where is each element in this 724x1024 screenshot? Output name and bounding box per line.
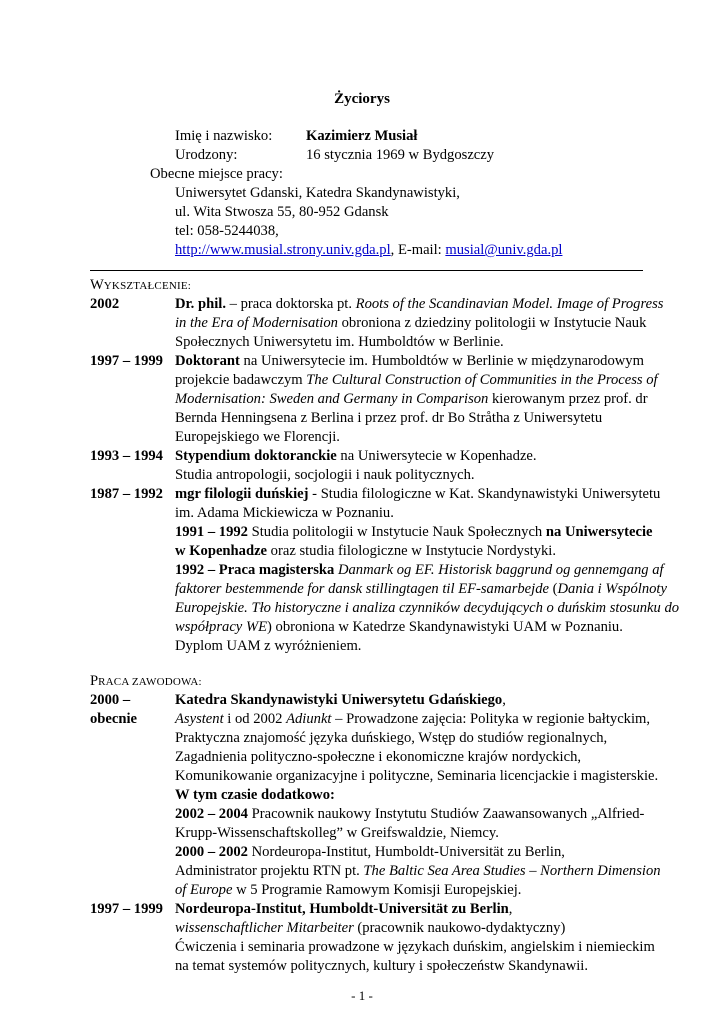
education-entry-line: mgr filologii duńskiej - Studia filologiczne w Kat. Skandynawistyki Uniwersytetu: [175, 486, 661, 502]
born-label: Urodzony:: [175, 147, 238, 163]
education-entry-line: Modernisation: Sweden and Germany in Comparison kierowanym przez prof. dr: [175, 391, 648, 407]
work-heading: PRACA ZAWODOWA:: [90, 673, 202, 689]
work-entry-line: Ćwiczenia i seminaria prowadzone w językach duńskim, angielskim i niemieckim: [175, 939, 655, 955]
work-entry-line: Katedra Skandynawistyki Uniwersytetu Gdańskiego,: [175, 692, 506, 708]
email-link[interactable]: musial@univ.gda.pl: [445, 242, 563, 258]
work-entry-line: wissenschaftlicher Mitarbeiter (pracownik naukowo-dydaktyczny): [175, 920, 566, 936]
education-date: 1993 – 1994: [90, 448, 163, 464]
name-label: Imię i nazwisko:: [175, 128, 273, 144]
education-entry-line: 1991 – 1992 Studia politologii w Instytucie Nauk Społecznych na Uniwersytecie: [175, 524, 653, 540]
workplace-address: ul. Wita Stwosza 55, 80-952 Gdansk: [175, 204, 389, 220]
contact-line: [175, 241, 562, 260]
education-entry-line: Europejskiego we Florencji.: [175, 429, 340, 445]
page-title: Życiorys: [334, 91, 390, 107]
work-entry-line: Praktyczna znajomość języka duńskiego, Wstęp do studiów regionalnych,: [175, 730, 608, 746]
education-entry-line: Studia antropologii, socjologii i nauk politycznych.: [175, 467, 475, 483]
education-entry-line: Dyplom UAM z wyróżnieniem.: [175, 638, 362, 654]
education-entry-line: Doktorant na Uniwersytecie im. Humboldtów w Berlinie w międzynarodowym: [175, 353, 644, 369]
education-entry-line: faktorer bestemmende for dansk stillingtagen til EF-samarbejde (Dania i Wspólnoty: [175, 581, 667, 597]
work-entry-line: Nordeuropa-Institut, Humboldt-Universität zu Berlin,: [175, 901, 513, 917]
education-entry-line: Bernda Henningsena z Berlina i przez prof. dr Bo Stråtha z Uniwersytetu: [175, 410, 603, 426]
work-entry-line: na temat systemów politycznych, kultury i społeczeństw Skandynawii.: [175, 958, 589, 974]
education-date: 1997 – 1999: [90, 353, 163, 369]
work-entry-line: Komunikowanie organizacyjne i polityczne, Seminaria licencjackie i magisterskie.: [175, 768, 659, 784]
work-date: obecnie: [90, 711, 138, 727]
work-date: 1997 – 1999: [90, 901, 163, 917]
education-entry-line: Stypendium doktoranckie na Uniwersytecie w Kopenhadze.: [175, 448, 537, 464]
work-entry-line: Zagadnienia polityczno-społeczne i ekonomiczne krajów nordyckich,: [175, 749, 582, 765]
workplace-label: Obecne miejsce pracy:: [150, 166, 283, 182]
education-entry-line: w Kopenhadze oraz studia filologiczne w Instytucie Nordystyki.: [175, 543, 556, 559]
work-date: 2000 –: [90, 692, 131, 708]
email-label: , E-mail:: [390, 242, 446, 258]
work-entry-line: Administrator projektu RTN pt. The Baltic Sea Area Studies – Northern Dimension: [175, 863, 661, 879]
name-value: Kazimierz Musiał: [306, 128, 418, 144]
work-entry-line: of Europe w 5 Programie Ramowym Komisji Europejskiej.: [175, 882, 522, 898]
divider: [90, 270, 643, 271]
work-entry-line: 2002 – 2004 Pracownik naukowy Instytutu Studiów Zaawansowanych „Alfried-: [175, 806, 645, 822]
work-entry-line: Krupp-Wissenschaftskolleg” w Greifswaldzie, Niemcy.: [175, 825, 499, 841]
page-number: - 1 -: [351, 988, 373, 1003]
education-entry-line: in the Era of Modernisation obroniona z dziedziny politologii w Instytucie Nauk: [175, 315, 647, 331]
education-entry-line: im. Adama Mickiewicza w Poznaniu.: [175, 505, 394, 521]
work-entry-line: W tym czasie dodatkowo:: [175, 787, 335, 803]
homepage-link[interactable]: http://www.musial.strony.univ.gda.pl: [175, 242, 391, 258]
workplace-line: Uniwersytet Gdanski, Katedra Skandynawistyki,: [175, 185, 460, 201]
education-entry-line: Dr. phil. – praca doktorska pt. Roots of the Scandinavian Model. Image of Progress: [175, 296, 664, 312]
education-entry-line: współpracy WE) obroniona w Katedrze Skandynawistyki UAM w Poznaniu.: [175, 619, 623, 635]
education-heading: WYKSZTAŁCENIE:: [90, 277, 192, 293]
work-entry-line: Asystent i od 2002 Adiunkt – Prowadzone zajęcia: Polityka w regionie bałtyckim,: [175, 711, 651, 727]
born-value: 16 stycznia 1969 w Bydgoszczy: [306, 147, 495, 163]
education-date: 2002: [90, 296, 120, 312]
phone-number: tel: 058-5244038,: [175, 223, 279, 239]
education-entry-line: 1992 – Praca magisterska Danmark og EF. Historisk baggrund og gennemgang af: [175, 562, 664, 578]
work-entry-line: 2000 – 2002 Nordeuropa-Institut, Humboldt-Universität zu Berlin,: [175, 844, 565, 860]
education-date: 1987 – 1992: [90, 486, 163, 502]
education-entry-line: Społecznych Uniwersytetu im. Humboldtów w Berlinie.: [175, 334, 504, 350]
education-entry-line: Europejskie. Tło historyczne i analiza czynników decydujących o duńskim stosunku do: [175, 600, 680, 616]
education-entry-line: projekcie badawczym The Cultural Construction of Communities in the Process of: [175, 372, 658, 388]
